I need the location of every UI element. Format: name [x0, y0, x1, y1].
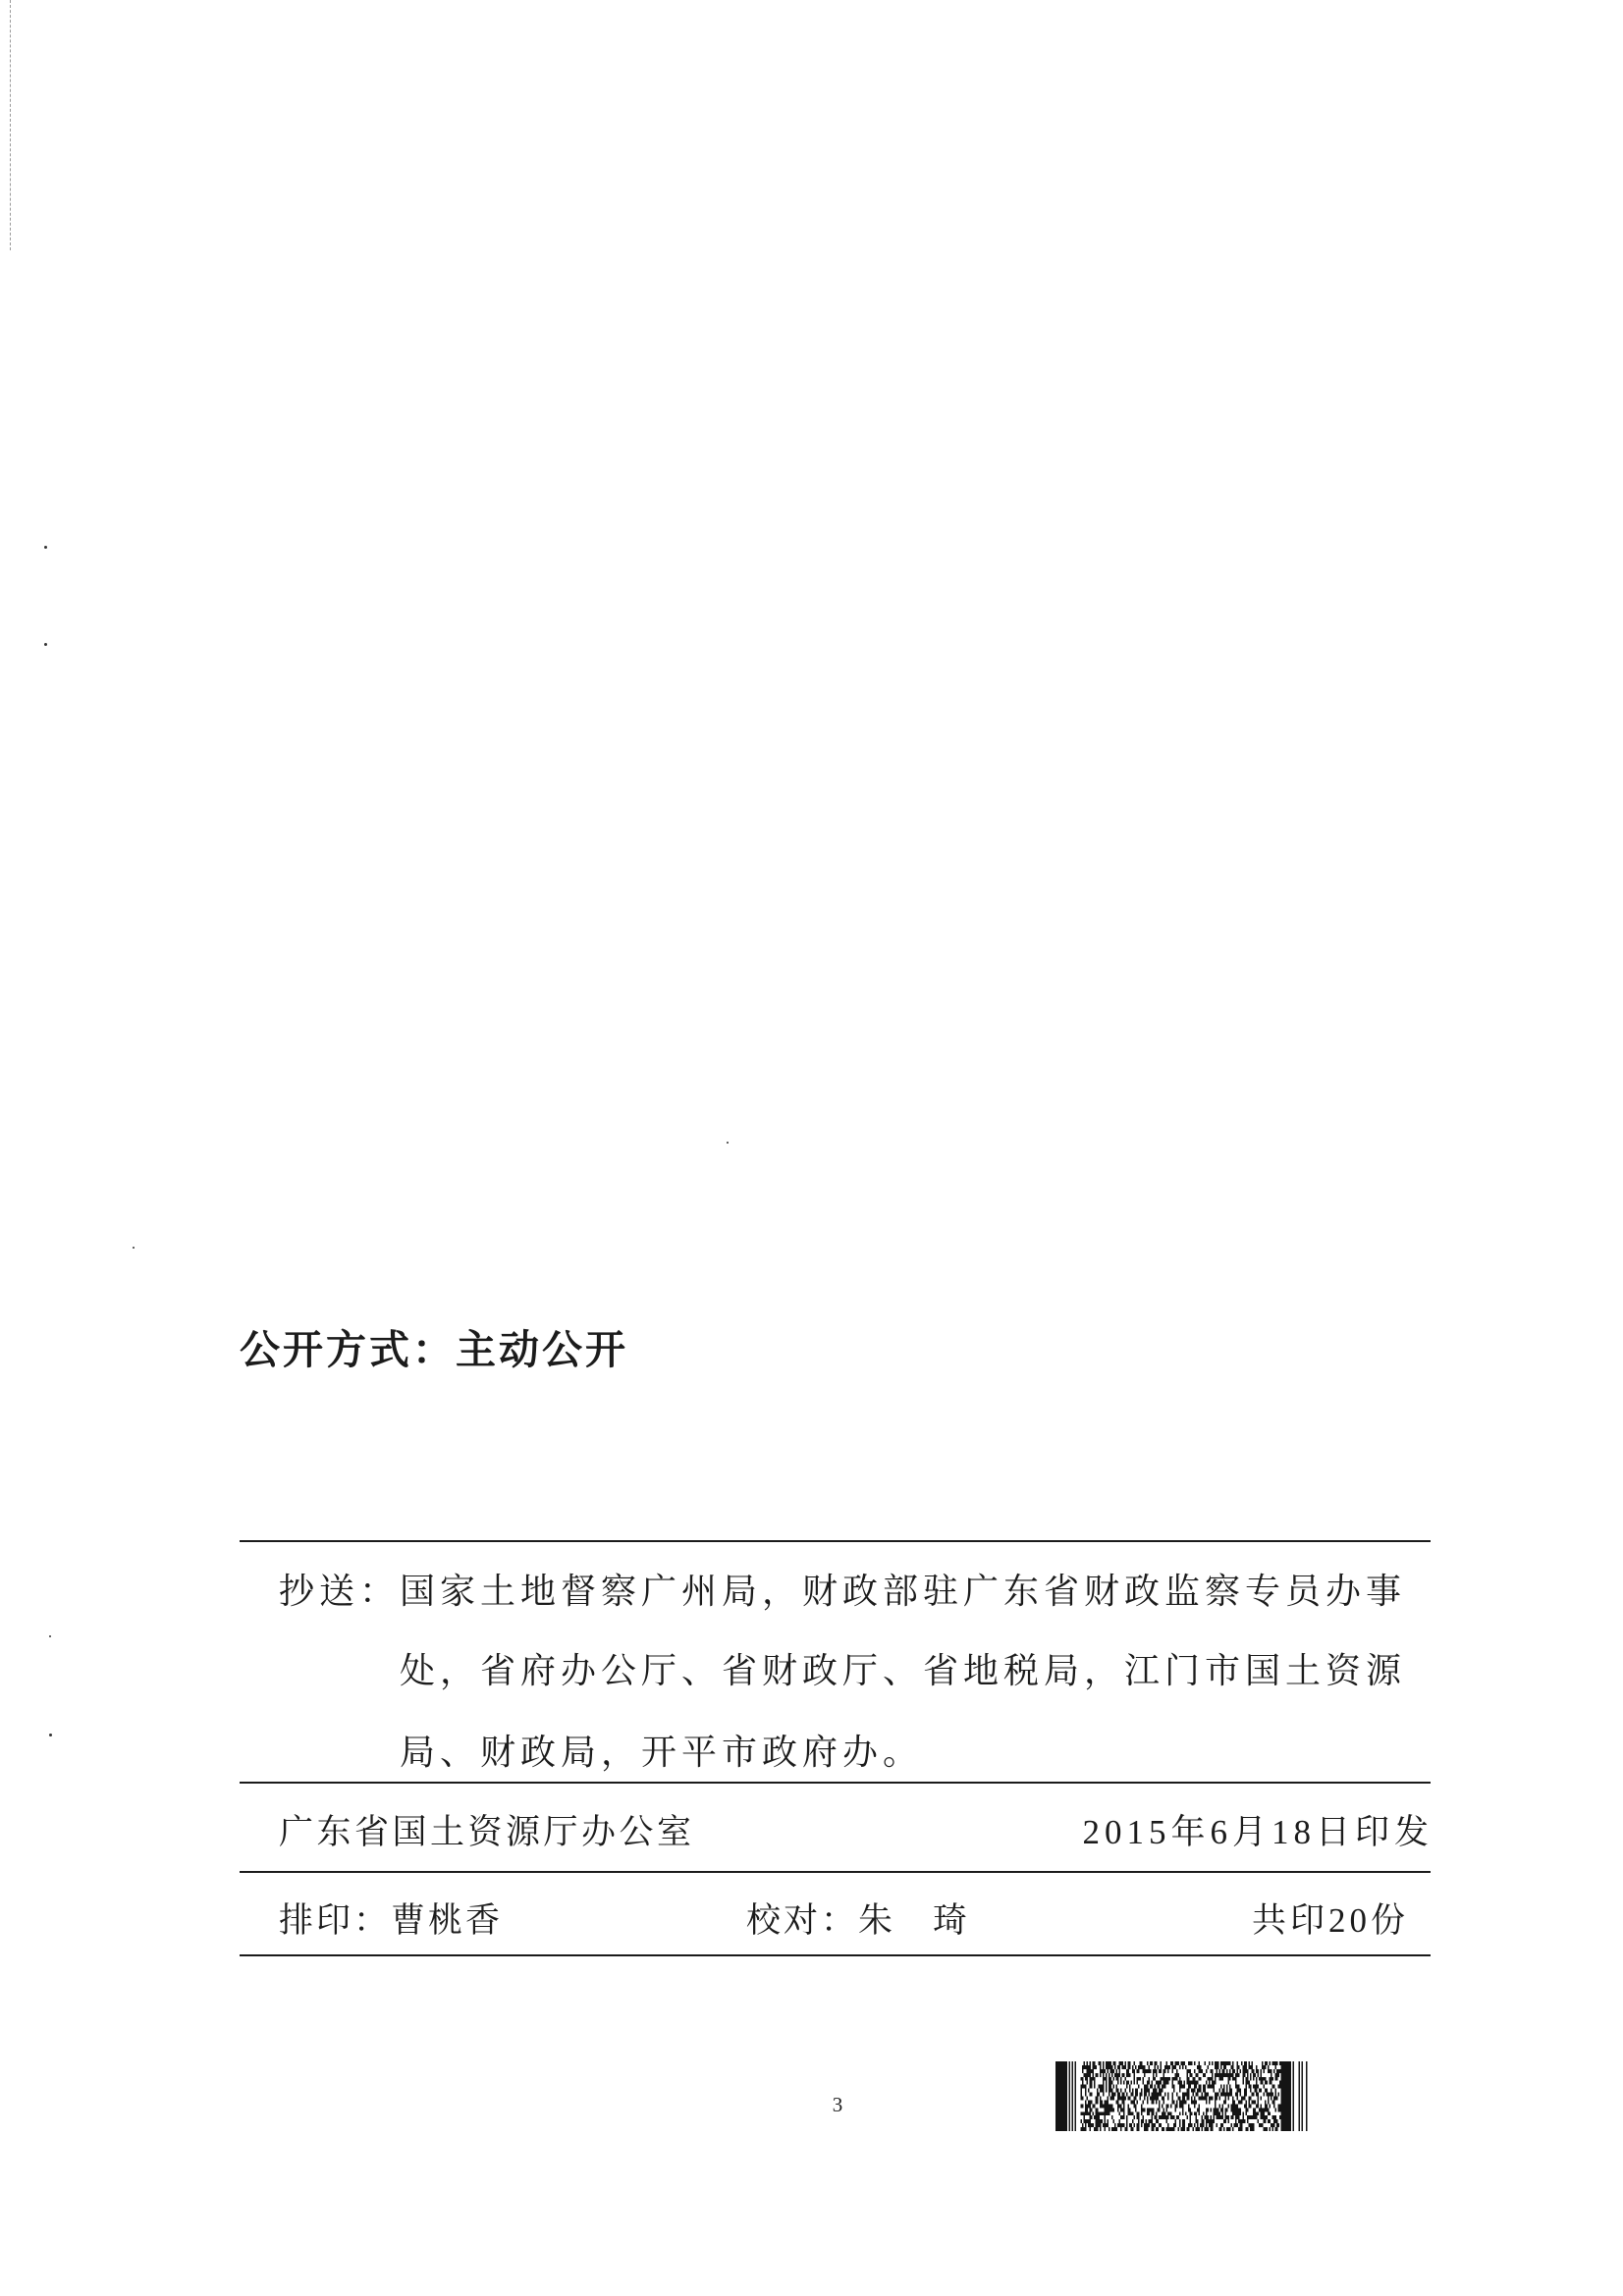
cc-line: 国家土地督察广州局，财政部驻广东省财政监察专员办事 [400, 1572, 1407, 1611]
scan-speck [44, 546, 47, 549]
print-copies: 共印20份 [1251, 1901, 1409, 1940]
issue-date: 2015年6月18日印发 [1082, 1813, 1434, 1851]
cc-top-rule [240, 1540, 1431, 1542]
issuing-office: 广东省国土资源厅办公室 [279, 1813, 695, 1851]
cc-line: 处，省府办公厅、省财政厅、省地税局，江门市国土资源 [400, 1651, 1407, 1690]
scan-speck [49, 1734, 52, 1736]
cc-bottom-rule [240, 1782, 1431, 1784]
barcode-modules [1055, 2061, 1308, 2131]
scan-speck [49, 1635, 51, 1637]
cc-line: 局、财政局，开平市政府办。 [400, 1733, 924, 1772]
proofreader: 校对：朱 琦 [746, 1901, 971, 1940]
print-bottom-rule [240, 1954, 1431, 1956]
scan-speck [727, 1142, 729, 1144]
scan-speck [44, 643, 47, 646]
page-number: 3 [832, 2093, 843, 2116]
scan-edge-line [10, 0, 11, 250]
disclosure-method: 公开方式：主动公开 [240, 1326, 628, 1373]
cc-label: 抄送： [279, 1572, 401, 1611]
barcode [1055, 2061, 1308, 2131]
scan-speck [133, 1247, 135, 1249]
issue-bottom-rule [240, 1871, 1431, 1873]
typesetter: 排印：曹桃香 [279, 1901, 504, 1940]
